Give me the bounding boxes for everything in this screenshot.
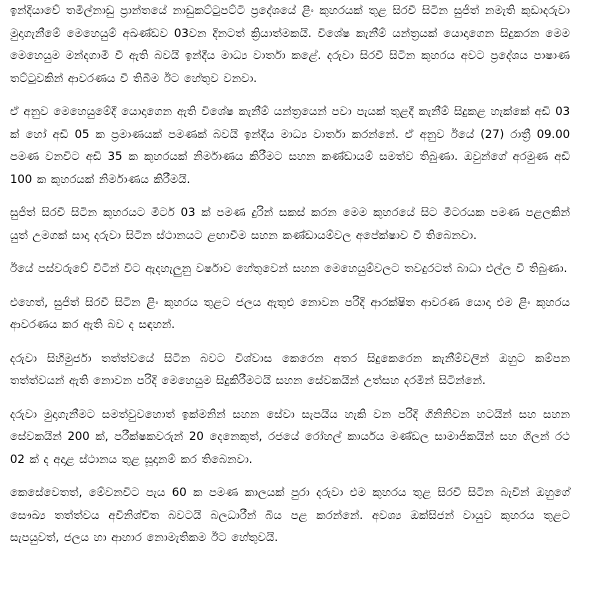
- article-paragraph-8: කෙසේවෙතත්, මේවනවිට පැය 60 ක පමණ කාලයක් පුරා දරුවා එම කුහරය තුළ සිරවී සිටින බැවින් ඔහුගේ සෞඛ්‍ය තත්ත්වය අවිනිශ්චිත බවටයි බලධාරීන් බිය පළ කරන්නේ. අවශ්‍ය ඔක්සිජන් වායුව කුහරය තුළට සැපයුවත්, ජලය හා ආහාර නොමැතිකම ඊට හේතුවයි.: [10, 485, 570, 544]
- article-paragraph-3: සුජිත් සිරවී සිටින කුහරයට මීටර් 03 ක් පමණ දුරින් සකස් කරන මෙම කුහරයේ සිට මීටරයක පමණ පළලකින් යුත් උමගක් සාදා දරුවා සිටින ස්ථානයට ළඟාවීම සහන කණ්ඩායම්වල අපේක්ෂාව වී තිබෙනවා.: [10, 205, 570, 242]
- article-paragraph-1: ඉන්දියාවේ තමිල්නාඩු ප්‍රාන්තයේ නාඩුකට්ටුපට්ටි ප්‍රදේශයේ ළිං කුහරයක් තුළ සිරවී සිටින සුජිත් නමැති කුඩාදරුවා මුදාගැනීමේ මෙහෙයුම් අඛණ්ඩව 03වන දිනටත් ක්‍රියාත්මකයි. විශේෂ කැනීම් යන්ත්‍රයක් යොදාගෙන සිදුකරන මෙම මෙහෙයුම මන්දගාමී වී ඇති බවයි ඉන්දීය මාධ්‍ය වාර්තා කළේ. දරුවා සිරවී සිටින කුහරය අවට ප්‍රදේශය පාෂාණ තට්ටුවකින් ආවරණය වී තිබීම ඊට හේතුව වනවා.: [10, 3, 570, 85]
- article-paragraph-2: ඒ අනුව මෙහෙයුමේදී යොදාගෙන ඇති විශේෂ කැනීම් යන්ත්‍රයෙන් පවා පැයක් තුළදී කැනීම් සිදුකළ හැක්කේ අඩි 03 ක් හෝ අඩි 05 ක ප්‍රමාණයක් පමණක් බවයි ඉන්දීය මාධ්‍ය වාර්තා කරන්නේ. ඒ අනුව ඊයේ (27) රාත්‍රී 09.00 පමණ වනවිට අඩි 35 ක කුහරයක් නිර්මාණය කිරීමට සහන කණ්ඩායම් සමත්ව තිබුණා. ඔවුන්ගේ අරමුණ අඩි 100 ක කුහරයක් නිර්මාණය කිරීමයි.: [10, 104, 570, 186]
- article-paragraph-6: දරුවා සිහිමුර්ජා තත්ත්වයේ සිටින බවට විශ්වාස කෙරෙන අතර සිදුකෙරෙන කැනීම්වලින් ඔහුට කම්පන තත්ත්වයන් ඇති නොවන පරිදි මෙහෙයුම සිදුකිරීමටයි සහන සේවකයින් උත්සහ දරමින් සිටින්නේ.: [10, 350, 570, 387]
- article-paragraph-4: ඊයේ පස්වරුවේ විටින් විට ඇදහැලුනු වර්ෂාව හේතුවෙන් සහන මෙහෙයුම්වලට තවදුරටත් බාධා එල්ල වී තිබුණා.: [10, 261, 568, 275]
- article-paragraph-7: දරුවා මුදාගැනීමට සමත්වුවහොත් ඉක්මනින් සහන සේවා සැපයිය හැකි වන පරිදි ගිනිනිවන හටයින් සහ සහන සේවකයින් 200 ක්, පරීක්ෂකවරුන් 20 දෙනෙකුත්, රජයේ රෝහල් කාර්යය මණ්ඩල සාමාජිකයින් සහ ගිලන් රථ 02 ක් ද අදාළ ස්ථානය තුළ සූදානම් කර තිබෙනවා.: [10, 406, 570, 466]
- article-paragraph-5: එහෙත්, සුජිත් සිරවී සිටින ළිං කුහරය තුළට ජලය ඇතුළු නොවන පරිදි ආරක්ෂිත ආවරණ යොදා එම ළිං කුහරය ආවරණය කර ඇති බව ද සඳහන්.: [10, 294, 570, 331]
